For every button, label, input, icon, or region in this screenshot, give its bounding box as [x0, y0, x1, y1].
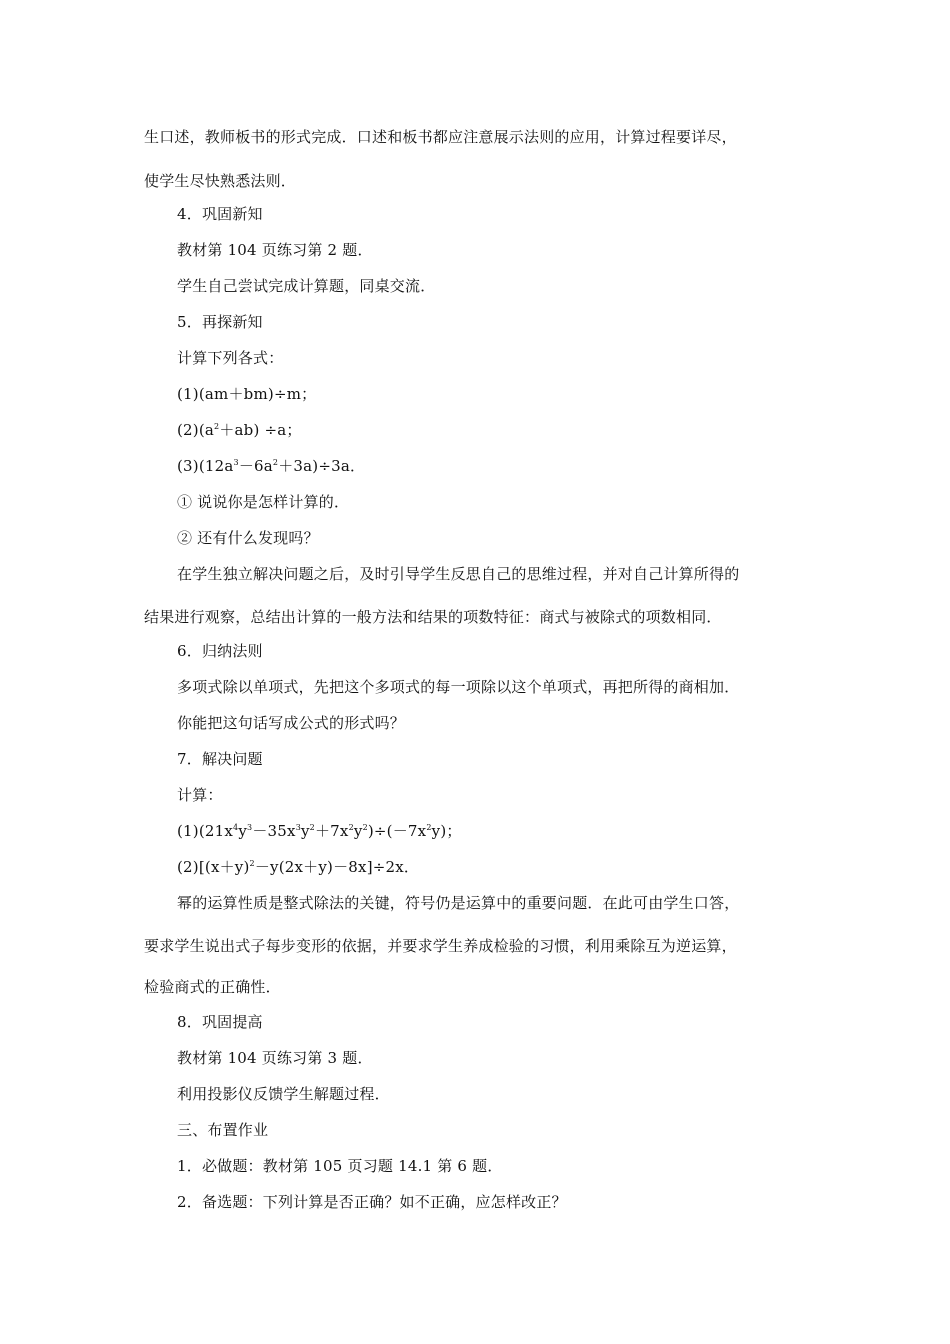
paragraph-line: 使学生尽快熟悉法则．	[144, 172, 297, 190]
section-heading: 4．巩固新知	[177, 205, 263, 223]
math-expression: $(2)(a^2+ab) \div a$；	[177, 421, 302, 439]
paragraph-line: 生口述，教师板书的形式完成．口述和板书都应注意展示法则的应用，计算过程要详尽，	[144, 128, 737, 146]
paragraph-line: 多项式除以单项式，先把这个多项式的每一项除以这个单项式，再把所得的商相加．	[177, 678, 740, 696]
section-heading: 7．解决问题	[177, 750, 263, 768]
section-heading: 6．归纳法则	[177, 642, 263, 660]
paragraph-line: 教材第 104 页练习第 3 题．	[177, 1049, 373, 1067]
paragraph-line: 结果进行观察，总结出计算的一般方法和结果的项数特征：商式与被除式的项数相同．	[144, 608, 722, 626]
list-item: 1．必做题：教材第 105 页习题 14.1 第 6 题．	[177, 1157, 503, 1175]
paragraph-line: 利用投影仪反馈学生解题过程．	[177, 1085, 390, 1103]
paragraph-line: 计算：	[177, 786, 223, 804]
paragraph-line: ① 说说你是怎样计算的．	[177, 493, 350, 511]
paragraph-line: 检验商式的正确性．	[144, 978, 281, 996]
paragraph-line: 在学生独立解决问题之后，及时引导学生反思自己的思维过程，并对自己计算所得的	[177, 565, 740, 583]
math-expression: $(2)[(x+y)^2-y(2x+y)-8x]\div 2x$．	[177, 858, 420, 876]
paragraph-line: ② 还有什么发现吗？	[177, 529, 319, 547]
paragraph-line: 你能把这句话写成公式的形式吗？	[177, 714, 406, 732]
section-heading: 5．再探新知	[177, 313, 263, 331]
paragraph-line: 幂的运算性质是整式除法的关键，符号仍是运算中的重要问题．在此可由学生口答，	[177, 894, 740, 912]
list-item: 2．备选题：下列计算是否正确？如不正确，应怎样改正？	[177, 1193, 567, 1211]
math-expression: $(1)(21x^4y^3-35x^3y^2+7x^2y^2)\div(-7x^2y)$；	[177, 822, 462, 840]
section-heading: 8．巩固提高	[177, 1013, 263, 1031]
math-expression: (1)(am＋bm)÷m；	[177, 385, 317, 403]
section-heading: 三、布置作业	[177, 1121, 269, 1139]
math-expression: $(3)(12a^3-6a^2+3a)\div 3a$．	[177, 457, 366, 475]
paragraph-line: 计算下列各式：	[177, 349, 284, 367]
paragraph-line: 学生自己尝试完成计算题，同桌交流．	[177, 277, 436, 295]
paragraph-line: 教材第 104 页练习第 2 题．	[177, 241, 373, 259]
paragraph-line: 要求学生说出式子每步变形的依据，并要求学生养成检验的习惯，利用乘除互为逆运算，	[144, 937, 737, 955]
